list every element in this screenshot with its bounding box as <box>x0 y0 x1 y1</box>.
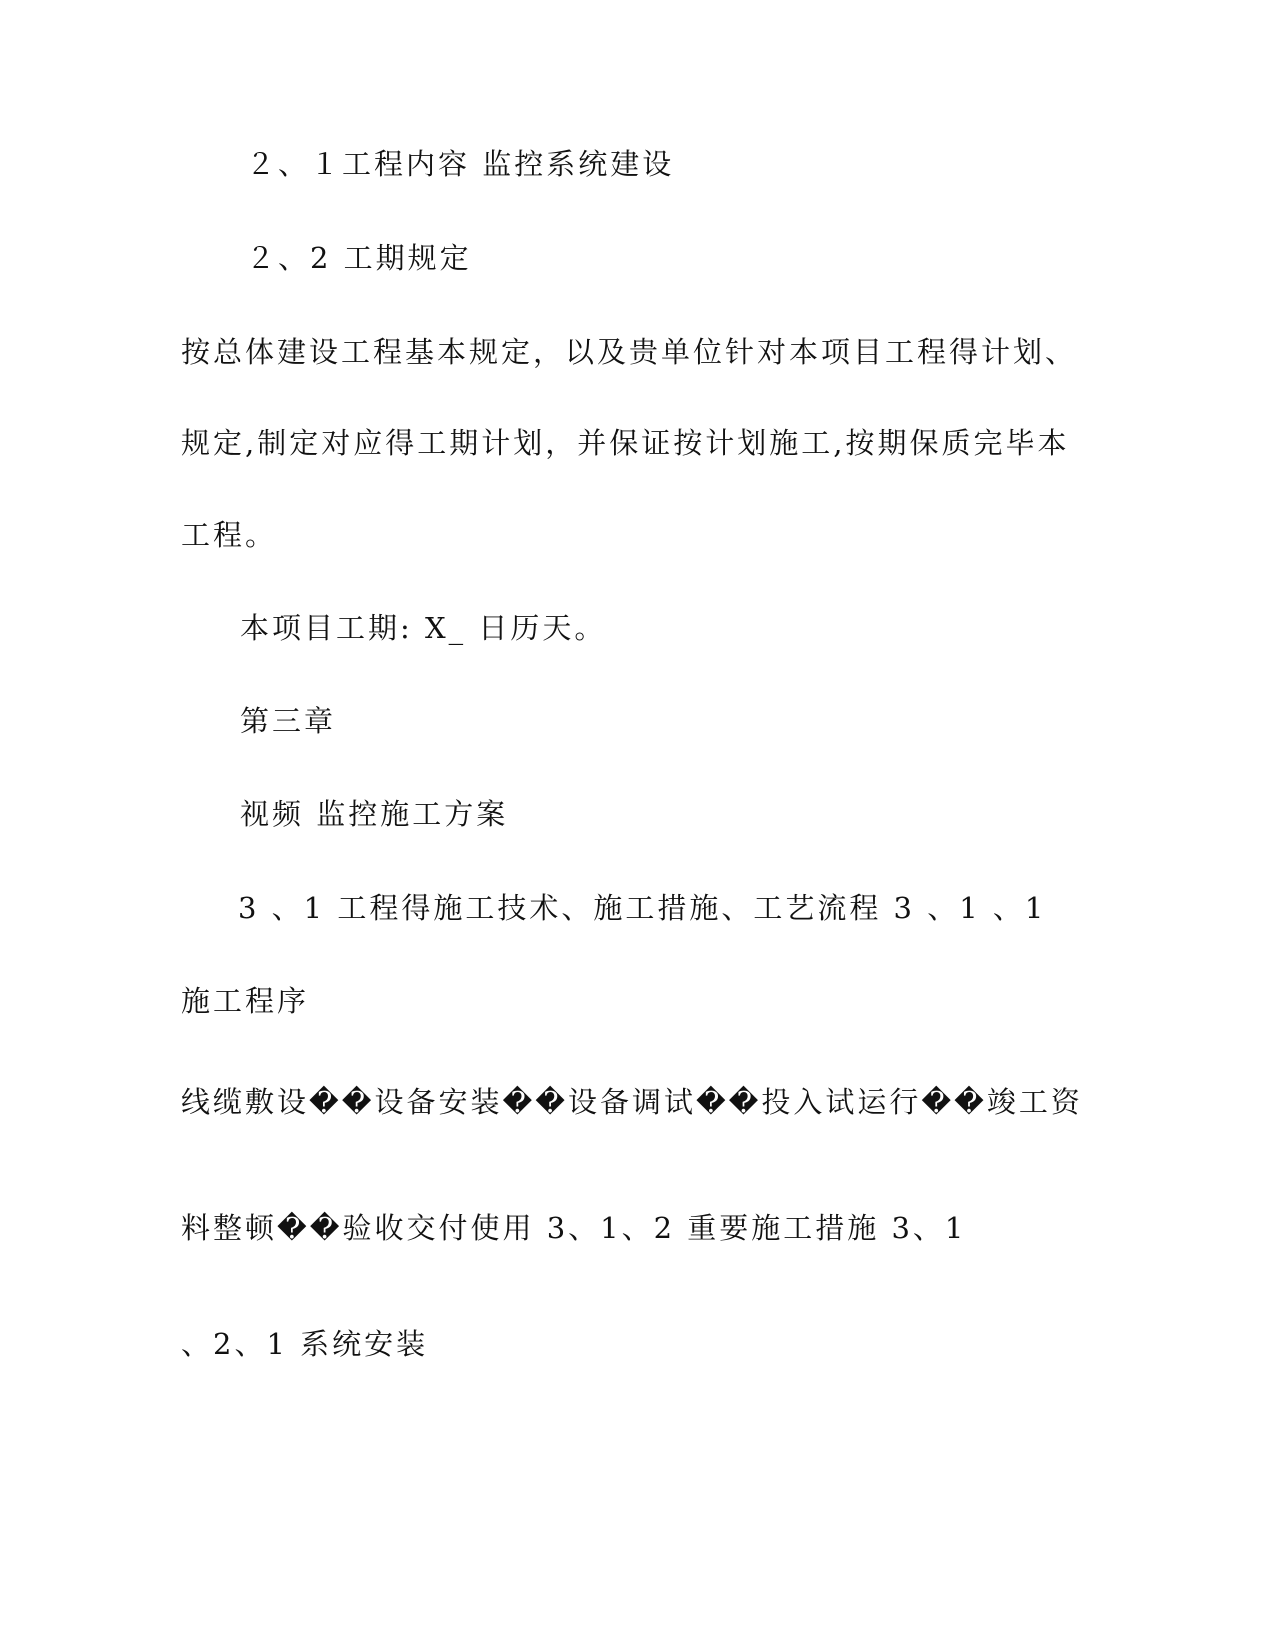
paragraph-line: 按总体建设工程基本规定，以及贵单位针对本项目工程得计划、 <box>181 335 1078 369</box>
section-heading-2-1: ２、１工程内容 监控系统建设 <box>246 147 675 181</box>
chapter-subtitle: 视频 监控施工方案 <box>240 797 509 831</box>
paragraph-line: 规定,制定对应得工期计划，并保证按计划施工,按期保质完毕本 <box>181 426 1070 460</box>
process-flow-line: 线缆敷设��设备安装��设备调试��投入试运行��竣工资 <box>181 1085 1083 1119</box>
chapter-title: 第三章 <box>240 704 337 738</box>
section-heading-2-2: ２、2 工期规定 <box>246 241 472 275</box>
paragraph-line: 施工程序 <box>181 984 310 1018</box>
process-flow-line: 料整顿��验收交付使用 3、1、2 重要施工措施 3、1 <box>181 1211 967 1245</box>
section-heading-3-1: 3 、1 工程得施工技术、施工措施、工艺流程 3 、1 、1 <box>238 891 1047 925</box>
paragraph-line: 工程。 <box>181 518 278 552</box>
section-heading-3-1-2-1: 、2、1 系统安装 <box>181 1327 429 1361</box>
project-duration: 本项目工期: X_ 日历天。 <box>240 611 607 645</box>
